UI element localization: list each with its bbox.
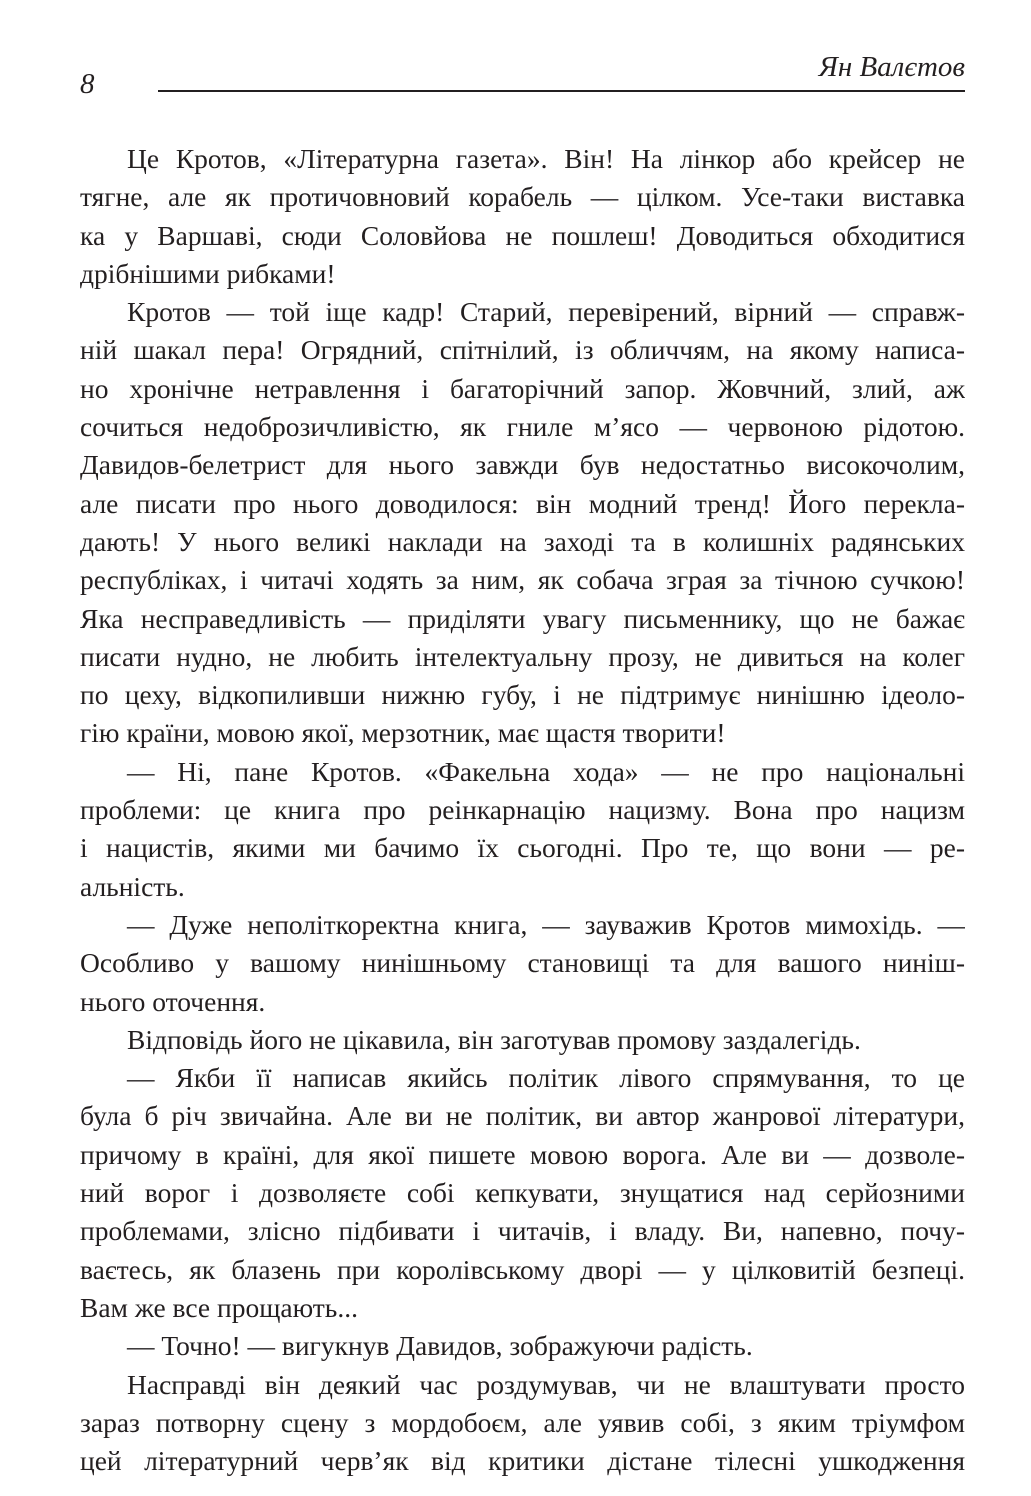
- text-line: але писати про нього доводилося: він модний тренд! Його перекла-: [80, 487, 965, 519]
- text-line: ваєтесь, як блазень при королівському дворі — у цілковитій безпеці.: [80, 1253, 965, 1285]
- text-line: альність.: [80, 870, 185, 902]
- text-line: гію країни, мовою якої, мерзотник, має щастя творити!: [80, 717, 726, 749]
- text-line: Кротов — той іще кадр! Старий, перевірений, вірний — справж-: [127, 296, 965, 328]
- text-line: дають! У нього великі наклади на заході та в колишніх радянських: [80, 525, 965, 557]
- text-line: республіках, і читачі ходять за ним, як собача зграя за тічною сучкою!: [80, 564, 965, 596]
- text-line: проблеми: це книга про реінкарнацію нацизму. Вона про нацизм: [80, 794, 965, 826]
- text-line: зараз потворну сцену з мордобоєм, але уявив собі, з яким тріумфом: [80, 1406, 965, 1438]
- text-line: Насправді він деякий час роздумував, чи не влаштувати просто: [127, 1368, 965, 1400]
- text-line: ній шакал пера! Огрядний, спітнілий, із обличчям, на якому написа-: [80, 334, 965, 366]
- text-line: но хронічне нетравлення і багаторічний запор. Жовчний, злий, аж: [80, 372, 965, 404]
- text-line: цей літературний черв’як від критики дістане тілесні ушкодження: [80, 1445, 965, 1477]
- text-line: Особливо у вашому нинішньому становищі та для вашого нинiш-: [80, 947, 965, 979]
- text-line: нього оточення.: [80, 985, 266, 1017]
- text-line: ний ворог і дозволяєте собі кепкувати, знущатися над серйозними: [80, 1177, 965, 1209]
- text-line: сочиться недоброзичливістю, як гниле м’ясо — червоною рідотою.: [80, 411, 965, 443]
- text-line: — Якби її написав якийсь політик лівого спрямування, то це: [127, 1062, 965, 1094]
- text-line: проблемами, злісно підбивати і читачів, і владу. Ви, напевно, почу-: [80, 1215, 965, 1247]
- running-title: Ян Валєтов: [818, 51, 965, 83]
- text-line: тягне, але як протичовновий корабель — цілком. Усе-таки виставка: [80, 181, 965, 213]
- text-line: ка у Варшаві, сюди Соловйова не пошлеш! Доводиться обходитися: [80, 219, 965, 251]
- text-line: Відповідь його не цікавила, він заготував промову заздалегідь.: [127, 1023, 861, 1055]
- text-line: причому в країні, для якої пишете мовою ворога. Але ви — дозволе-: [80, 1138, 965, 1170]
- body-text: [80, 140, 965, 1480]
- text-line: Вам же все прощають...: [80, 1291, 358, 1323]
- text-line: по цеху, відкопиливши нижню губу, і не підтримує нинішню ідеоло-: [80, 679, 965, 711]
- text-line: Це Кротов, «Літературна газета». Він! На лінкор або крейсер не: [127, 143, 965, 174]
- text-line: Давидов-белетрист для нього завжди був недостатньо високочолим,: [80, 449, 965, 481]
- text-line: дрібнішими рибками!: [80, 257, 336, 289]
- text-line: Яка несправедливість — приділяти увагу письменнику, що не бажає: [80, 602, 965, 634]
- text-line: і нацистів, якими ми бачимо їх сьогодні. Про те, що вони — ре-: [80, 832, 965, 864]
- text-line: писати нудно, не любить інтелектуальну прозу, не дивиться на колег: [80, 640, 965, 672]
- text-line: — Ні, пане Кротов. «Факельна хода» — не про національні: [127, 755, 965, 787]
- text-line: була б річ звичайна. Але ви не політик, ви автор жанрової літератури,: [80, 1100, 965, 1132]
- text-line: — Дуже неполіткоректна книга, — зауважив Кротов мимохідь. —: [127, 908, 965, 940]
- header-rule: [158, 90, 965, 92]
- page-number: 8: [80, 68, 95, 100]
- text-line: — Точно! — вигукнув Давидов, зображуючи радість.: [127, 1330, 753, 1362]
